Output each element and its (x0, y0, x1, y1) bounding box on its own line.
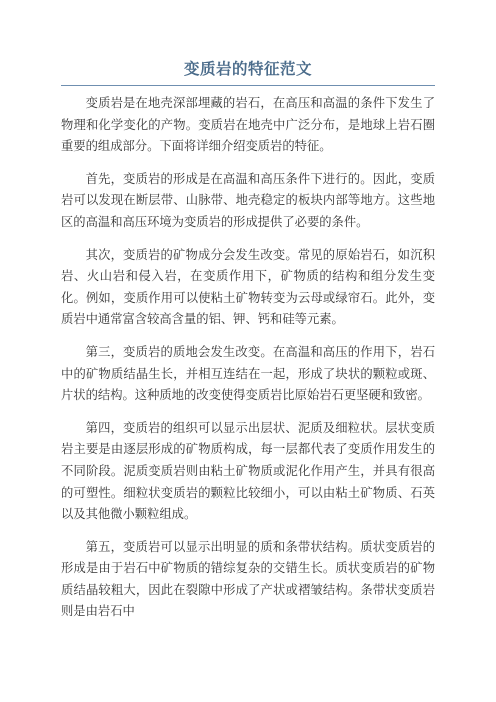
paragraph-third: 第三，变质岩的质地会发生改变。在高温和高压的作用下，岩石中的矿物质结晶生长，并相互连结在一起，形成了块状的颗粒或斑、片状的结构。这种质地的改变使得变质岩比原始岩石更坚硬和致密。 (61, 344, 435, 403)
paragraph-first: 首先，变质岩的形成是在高温和高压条件下进行的。因此，变质岩可以发现在断层带、山脉带、地壳稳定的板块内部等地方。这些地区的高温和高压环境为变质岩的形成提供了必要的条件。 (61, 171, 435, 229)
paragraph-fourth: 第四，变质岩的组织可以显示出层状、泥质及细粒状。层状变质岩主要是由逐层形成的矿物质构成，每一层都代表了变质作用发生的不同阶段。泥质变质岩则由粘土矿物质或泥化作用产生，并具有很高的可塑性。细粒状变质岩的颗粒比较细小，可以由粘土矿物质、石英以及其他微小颗粒组成。 (61, 420, 435, 522)
paragraph-second: 其次，变质岩的矿物成分会发生改变。常见的原始岩石，如沉积岩、火山岩和侵入岩，在变质作用下，矿物质的结构和组分发生变化。例如，变质作用可以使粘土矿物转变为云母或绿帘石。此外，变质岩中通常富含较高含量的铝、钾、钙和硅等元素。 (61, 247, 435, 327)
paragraph-fifth: 第五，变质岩可以显示出明显的质和条带状结构。质状变质岩的形成是由于岩石中矿物质的错综复杂的交错生长。质状变质岩的矿物质结晶较粗大，因此在裂隙中形成了产状或褶皱结构。条带状变质岩则是由岩石中 (61, 539, 435, 619)
paragraph-intro: 变质岩是在地壳深部埋藏的岩石，在高压和高温的条件下发生了物理和化学变化的产物。变质岩在地壳中广泛分布，是地球上岩石圈重要的组成部分。下面将详细介绍变质岩的特征。 (61, 96, 435, 154)
document-title: 变质岩的特征范文 (61, 58, 435, 86)
